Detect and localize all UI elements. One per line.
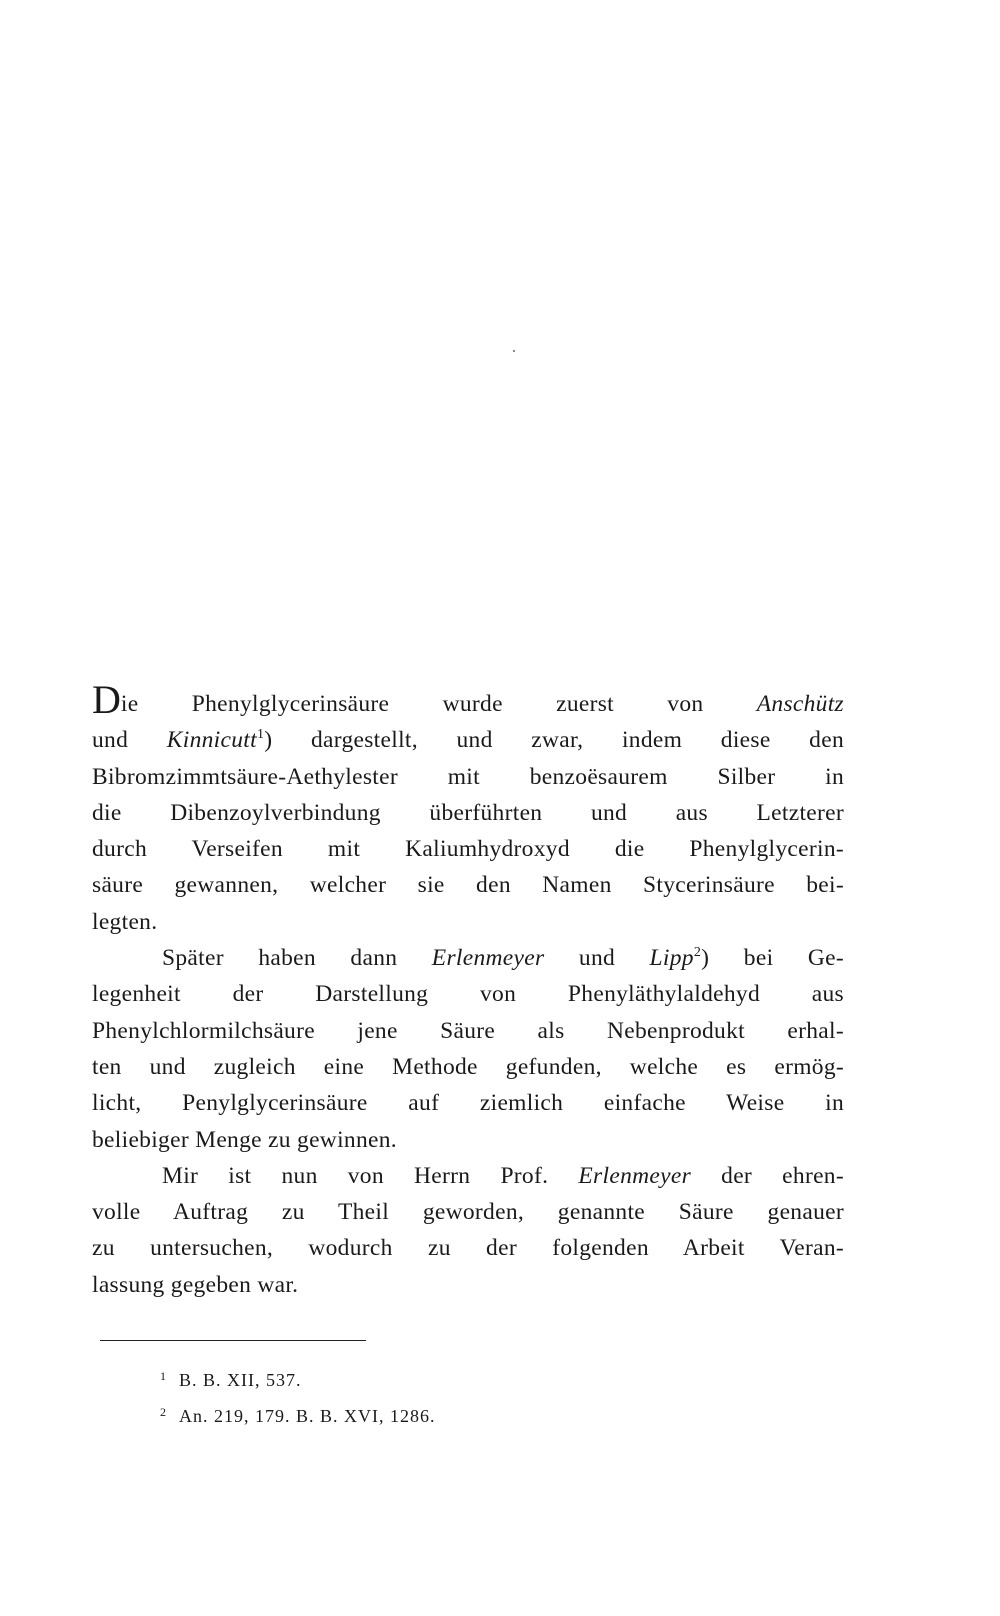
text-run: legten. — [92, 908, 158, 935]
drop-cap: D — [92, 677, 121, 722]
text-line — [92, 904, 844, 940]
text-line — [92, 1122, 844, 1158]
text-run: licht, Penylglycerinsäure auf ziemlich einfache Weise in — [92, 1090, 844, 1117]
footnote-ref: 2 — [693, 945, 702, 961]
text-line — [92, 831, 844, 867]
text-run: durch Verseifen mit Kaliumhydroxyd die Phenylglycerin- — [92, 836, 844, 863]
text-run: Phenylchlormilchsäure jene Säure als Nebenprodukt erhal- — [92, 1017, 844, 1044]
text-run: ie Phenylglycerinsäure wurde zuerst von — [120, 691, 757, 717]
text-line — [92, 795, 844, 831]
text-line — [92, 1158, 844, 1194]
footnote-text: An. 219, 179. B. B. XVI, 1286. — [179, 1406, 436, 1426]
text-run: Bibromzimmtsäure-Aethylester mit benzoësaurem Silber in — [92, 763, 844, 790]
author-name: Anschütz — [756, 691, 844, 717]
text-line — [92, 759, 844, 795]
footnote-ref: 1 — [256, 727, 265, 743]
footnote-text: B. B. XII, 537. — [179, 1370, 302, 1390]
text-line — [92, 1049, 844, 1085]
footnote-rule — [100, 1340, 366, 1341]
text-run: Später haben dann — [162, 945, 432, 972]
text-run: Mir ist nun von Herrn Prof. — [162, 1162, 579, 1189]
text-line — [92, 722, 844, 758]
print-speck — [513, 350, 515, 352]
text-line — [92, 1230, 844, 1266]
text-run: legenheit der Darstellung von Phenyläthylaldehyd aus — [92, 981, 844, 1008]
text-line — [92, 867, 844, 903]
text-run: ) bei Ge- — [701, 945, 845, 972]
text-run: und — [544, 945, 650, 972]
text-line — [92, 677, 844, 722]
author-name: Kinnicutt — [166, 727, 257, 754]
footnote-marker: 2 — [160, 1405, 167, 1419]
footnote — [160, 1362, 436, 1398]
text-run: volle Auftrag zu Theil geworden, genannte Säure genauer — [92, 1199, 844, 1226]
author-name: Erlenmeyer — [578, 1162, 692, 1189]
text-line — [92, 1194, 844, 1230]
author-name: Lipp — [649, 945, 694, 972]
text-line — [92, 940, 844, 976]
text-run: ) dargestellt, und zwar, indem diese den — [264, 727, 845, 754]
text-line — [92, 1267, 844, 1303]
text-run: zu untersuchen, wodurch zu der folgenden Arbeit Veran- — [92, 1235, 844, 1262]
text-run: die Dibenzoylverbindung überführten und aus Letzterer — [92, 799, 844, 826]
text-run: ten und zugleich eine Methode gefunden, welche es ermög- — [92, 1053, 844, 1080]
text-run: beliebiger Menge zu gewinnen. — [92, 1126, 397, 1153]
footnote-marker: 1 — [160, 1369, 167, 1383]
text-run: säure gewannen, welcher sie den Namen Stycerinsäure bei- — [92, 872, 844, 899]
text-line — [92, 976, 844, 1012]
footnote — [160, 1398, 436, 1434]
footnotes — [160, 1362, 436, 1434]
text-line — [92, 1013, 844, 1049]
body-text — [92, 677, 845, 1303]
text-line — [92, 1085, 844, 1121]
text-run: der ehren- — [691, 1162, 844, 1189]
author-name: Erlenmeyer — [431, 945, 545, 972]
text-run: lassung gegeben war. — [92, 1271, 299, 1298]
text-run: und — [92, 727, 167, 754]
